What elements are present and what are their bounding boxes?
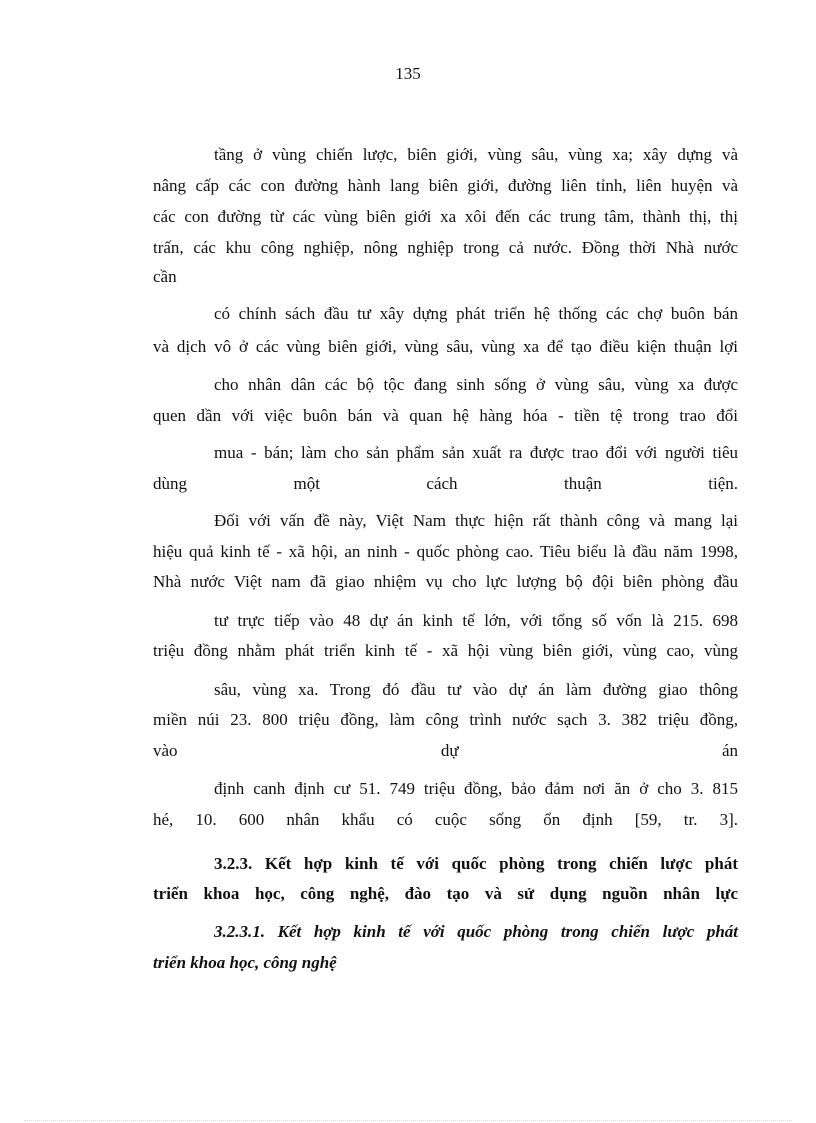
section-heading-line-1: 3.2.3. Kết hợp kinh tế với quốc phòng trong chiến lược phát — [214, 854, 738, 873]
body-line-20: định canh định cư 51. 749 triệu đồng, bảo đảm nơi ăn ở cho 3. 815 — [214, 779, 738, 798]
body-line-7: và dịch vô ở các vùng biên giới, vùng sâu, vùng xa để tạo điều kiện thuận lợi — [153, 337, 738, 356]
body-line-11: dùng một cách thuận tiện. — [153, 474, 738, 493]
body-line-17: sâu, vùng xa. Trong đó đầu tư vào dự án làm đường giao thông — [214, 680, 738, 699]
body-line-13: hiệu quả kinh tế - xã hội, an ninh - quốc phòng cao. Tiêu biểu là đầu năm 1998, — [153, 542, 738, 561]
body-line-9: quen dần với việc buôn bán và quan hệ hàng hóa - tiền tệ trong trao đổi — [153, 406, 738, 425]
body-line-5: cần — [153, 267, 177, 286]
body-line-18: miền núi 23. 800 triệu đồng, làm công trình nước sạch 3. 382 triệu đồng, — [153, 710, 738, 729]
body-line-16: triệu đồng nhằm phát triển kinh tế - xã hội vùng biên giới, vùng cao, vùng — [153, 641, 738, 660]
page-number: 135 — [395, 64, 421, 83]
body-line-21: hé, 10. 600 nhân khẩu có cuộc sống ổn định [59, tr. 3]. — [153, 810, 738, 829]
body-line-15: tư trực tiếp vào 48 dự án kinh tế lớn, với tổng số vốn là 215. 698 — [214, 611, 738, 630]
body-line-14: Nhà nước Việt nam đã giao nhiệm vụ cho lực lượng bộ đội biên phòng đầu — [153, 572, 738, 591]
body-line-2: nâng cấp các con đường hành lang biên giới, đường liên tỉnh, liên huyện và — [153, 176, 738, 195]
section-heading-line-2: triển khoa học, công nghệ, đào tạo và sử dụng nguồn nhân lực — [153, 884, 738, 903]
body-line-12: Đối với vấn đề này, Việt Nam thực hiện rất thành công và mang lại — [214, 511, 738, 530]
body-line-1: tầng ở vùng chiến lược, biên giới, vùng sâu, vùng xa; xây dựng và — [214, 145, 738, 164]
body-line-3: các con đường từ các vùng biên giới xa xôi đến các trung tâm, thành thị, thị — [153, 207, 738, 226]
body-line-4: trấn, các khu công nghiệp, nông nghiệp trong cả nước. Đồng thời Nhà nước — [153, 238, 738, 257]
subsection-heading-line-1: 3.2.3.1. Kết hợp kinh tế với quốc phòng trong chiến lược phát — [214, 922, 738, 941]
body-line-6: có chính sách đầu tư xây dựng phát triển hệ thống các chợ buôn bán — [214, 304, 738, 323]
subsection-heading-line-2: triển khoa học, công nghệ — [153, 953, 337, 972]
page-bottom-divider — [24, 1120, 792, 1121]
body-line-10: mua - bán; làm cho sản phẩm sản xuất ra được trao đổi với người tiêu — [214, 443, 738, 462]
body-line-8: cho nhân dân các bộ tộc đang sinh sống ở vùng sâu, vùng xa được — [214, 375, 738, 394]
body-line-19: vào dự án — [153, 741, 738, 760]
